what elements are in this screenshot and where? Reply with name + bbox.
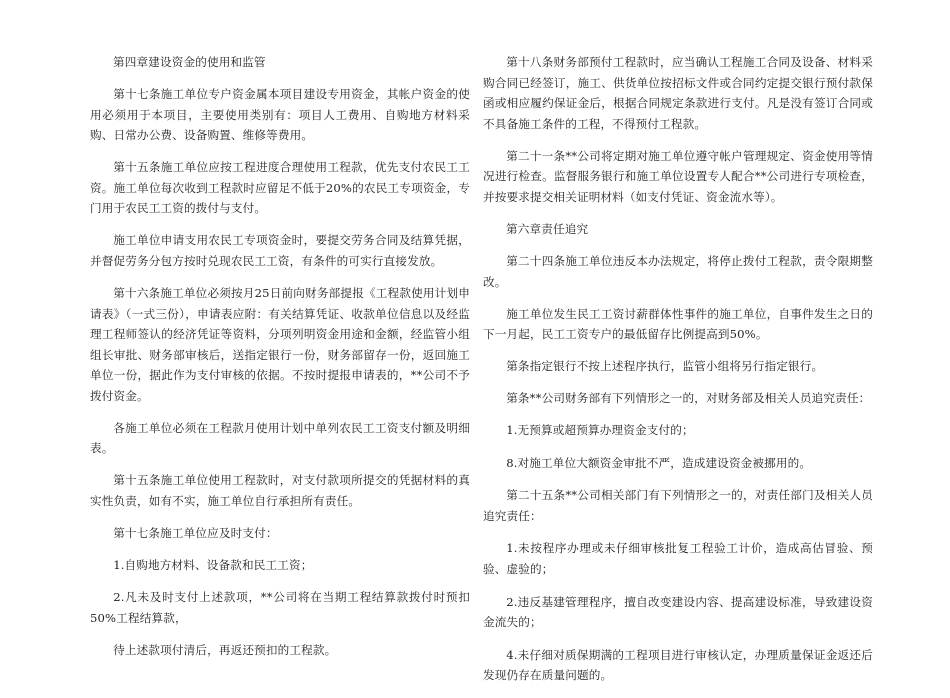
- paragraph: 第二十四条施工单位违反本办法规定，将停止拨付工程款，责令限期整改。: [483, 253, 873, 289]
- list-item: 2.凡未及时支付上述款项，**公司将在当期工程结算款拨付时预扣50%工程结算款，: [90, 589, 470, 625]
- paragraph: 第十七条施工单位应及时支付：: [113, 526, 278, 541]
- paragraph: 第十七条施工单位专户资金属本项目建设专用资金，其帐户资金的使用必须用于本项目，主要使用类别有：项目人工费用、自购地方材料采购、日常办公费、设备购置、维修等费用。: [90, 86, 470, 143]
- paragraph: 待上述款项付清后，再返还预扣的工程款。: [113, 642, 337, 657]
- paragraph: 第条**公司财务部有下列情形之一的，对财务部及相关人员追究责任：: [506, 391, 871, 406]
- paragraph: 第十六条施工单位必须按月25日前向财务部提报《工程款使用计划申请表》（一式三份），申请表应附：有关结算凭证、收款单位信息以及经监理工程师签认的经济凭证等资料，分项列明资金用途和金额，经监管小组组长审批、财务部审核后，送指定银行一份，财务部留存一份，返回施工单位一份，据此作为支付审核的依据。不按时提报申请表的，**公司不予拨付资金。: [90, 285, 470, 403]
- paragraph: 第十八条财务部预付工程款时，应当确认工程施工合同及设备、材料采购合同已经签订，施工、供货单位按招标文件或合同约定提交银行预付款保函或相应履约保证金后，根据合同规定条款进行支付。凡是没有签订合同或不具备施工条件的工程，不得预付工程款。: [483, 55, 873, 131]
- chapter-heading: 第六章责任追究: [506, 221, 589, 236]
- list-item: 4.未仔细对质保期满的工程项目进行审核认定，办理质量保证金返还后发现仍存在质量问题的。: [483, 647, 873, 683]
- paragraph: 第二十一条**公司将定期对施工单位遵守帐户管理规定、资金使用等情况进行检查。监督服务银行和施工单位设置专人配合**公司进行专项检查，并按要求提交相关证明材料（如支付凭证、资金流水等）。: [483, 148, 873, 204]
- paragraph: 第条指定银行不按上述程序执行，监管小组将另行指定银行。: [506, 359, 824, 374]
- list-item: 8.对施工单位大额资金审批不严，造成建设资金被挪用的。: [506, 455, 812, 470]
- list-item: 2.违反基建管理程序，擅自改变建设内容、提高建设标准，导致建设资金流失的；: [483, 594, 873, 630]
- list-item: 1.未按程序办理或未仔细审核批复工程验工计价，造成高估冒验、预验、虚验的；: [483, 541, 873, 577]
- left-column: [90, 52, 470, 672]
- paragraph: 第二十五条**公司相关部门有下列情形之一的，对责任部门及相关人员追究责任：: [483, 488, 873, 523]
- list-item: 1.自购地方材料、设备款和民工工资；: [113, 558, 313, 572]
- list-item: 1.无预算或超预算办理资金支付的；: [506, 423, 694, 438]
- paragraph: 施工单位发生民工工资讨薪群体性事件的施工单位，自事件发生之日的下一月起，民工工资专户的最低留存比例提高到50%。: [483, 306, 873, 342]
- chapter-heading: 第四章建设资金的使用和监管: [113, 55, 266, 69]
- paragraph: 第十五条施工单位使用工程款时，对支付款项所提交的凭据材料的真实性负责，如有不实，施工单位自行承担所有责任。: [90, 473, 470, 509]
- paragraph: 各施工单位必须在工程款月使用计划中单列农民工工资支付额及明细表。: [90, 420, 470, 456]
- right-column: [483, 52, 873, 698]
- paragraph: 第十五条施工单位应按工程进度合理使用工程款，优先支付农民工工资。施工单位每次收到工程款时应留足不低于20%的农民工专项资金，专门用于农民工工资的拨付与支付。: [90, 160, 470, 216]
- paragraph: 施工单位申请支用农民工专项资金时，要提交劳务合同及结算凭据，并督促劳务分包方按时兑现农民工工资，有条件的可实行直接发放。: [90, 233, 470, 268]
